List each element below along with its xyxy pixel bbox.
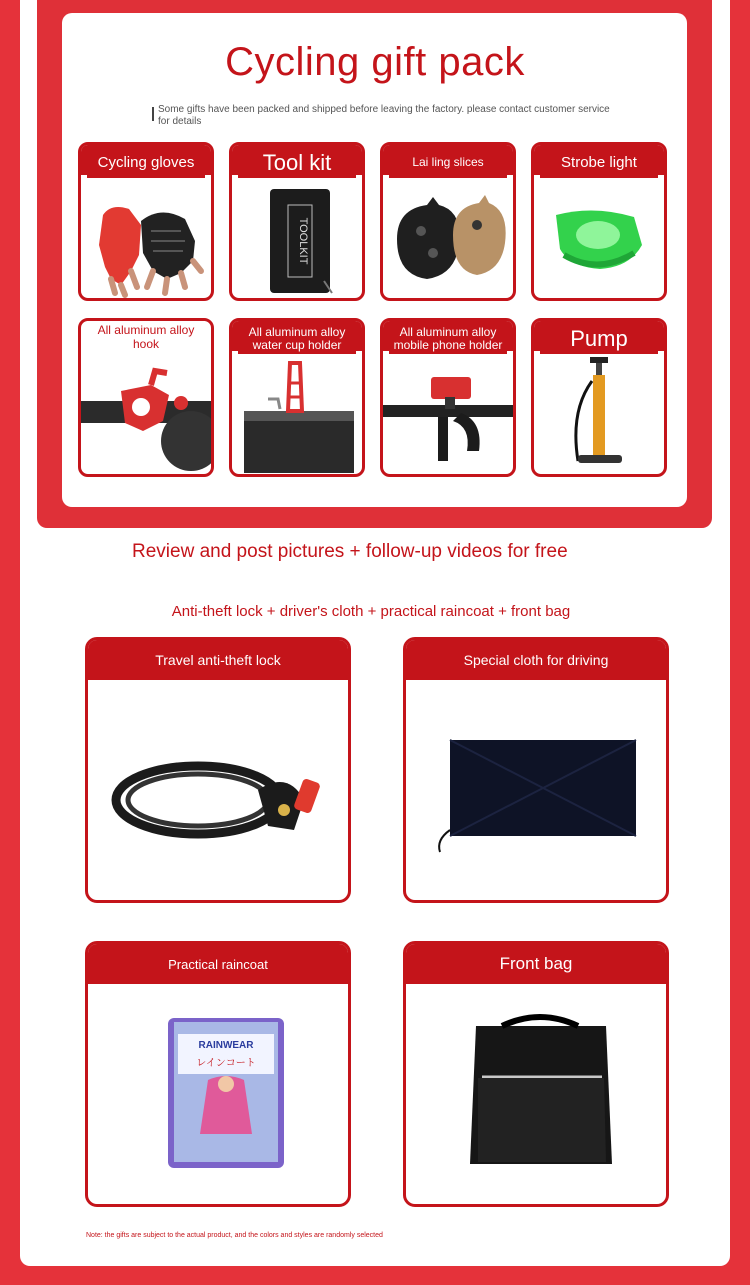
raincoat-icon [88,984,348,1204]
gift-label: Tool kit [238,147,356,178]
hook-icon [81,351,211,475]
notice-marker-icon [152,107,154,121]
gift-card-strobe-light[interactable] [531,142,667,301]
bonus-label: Practical raincoat [88,944,348,984]
review-promo: Review and post pictures + follow-up videos for free [132,541,568,562]
footnote: Note: the gifts are subject to the actual product, and the colors and styles are randomly selected [86,1232,383,1239]
gift-label: All aluminum alloy water cup holder [238,323,356,354]
raincoat-brand-text: RAINWEAR [198,1040,254,1051]
tool-kit-icon [232,175,362,299]
gloves-icon [81,175,211,299]
bonus-label: Special cloth for driving [406,640,666,680]
bonus-card-lock[interactable] [85,637,351,903]
bonus-summary: Anti-theft lock + driver's cloth + practical raincoat + front bag [171,603,571,620]
front-bag-icon [406,984,666,1204]
gift-label: Lai ling slices [389,147,507,178]
gift-card-pump[interactable] [531,318,667,477]
gift-card-tool-kit[interactable] [229,142,365,301]
gift-card-cup-holder[interactable] [229,318,365,477]
cloth-icon [406,680,666,900]
gift-label: All aluminum alloy hook [87,321,205,352]
lock-icon [88,680,348,900]
bonus-label: Front bag [406,944,666,984]
bonus-label: Travel anti-theft lock [88,640,348,680]
gift-label: Strobe light [540,147,658,178]
cup-holder-icon [232,351,362,475]
bonus-card-raincoat[interactable] [85,941,351,1207]
phone-holder-icon [383,351,513,475]
notice-text: Some gifts have been packed and shipped before leaving the factory. please contact customer service for details [158,104,610,127]
pump-icon [534,351,664,475]
brake-pads-icon [383,175,513,299]
bonus-card-front-bag[interactable] [403,941,669,1207]
page-title: Cycling gift pack [225,40,525,84]
gift-label: Pump [540,323,658,354]
gift-card-phone-holder[interactable] [380,318,516,477]
strobe-light-icon [534,175,664,299]
gift-card-hook[interactable] [78,318,214,477]
gift-label: All aluminum alloy mobile phone holder [389,323,507,354]
gift-card-brake-pads[interactable] [380,142,516,301]
shipping-notice [152,104,622,128]
raincoat-japanese-text: レインコート [196,1058,256,1069]
bonus-card-cloth[interactable] [403,637,669,903]
gift-card-gloves[interactable] [78,142,214,301]
tool-kit-text: TOOLKIT [297,217,309,265]
gift-label: Cycling gloves [87,147,205,178]
